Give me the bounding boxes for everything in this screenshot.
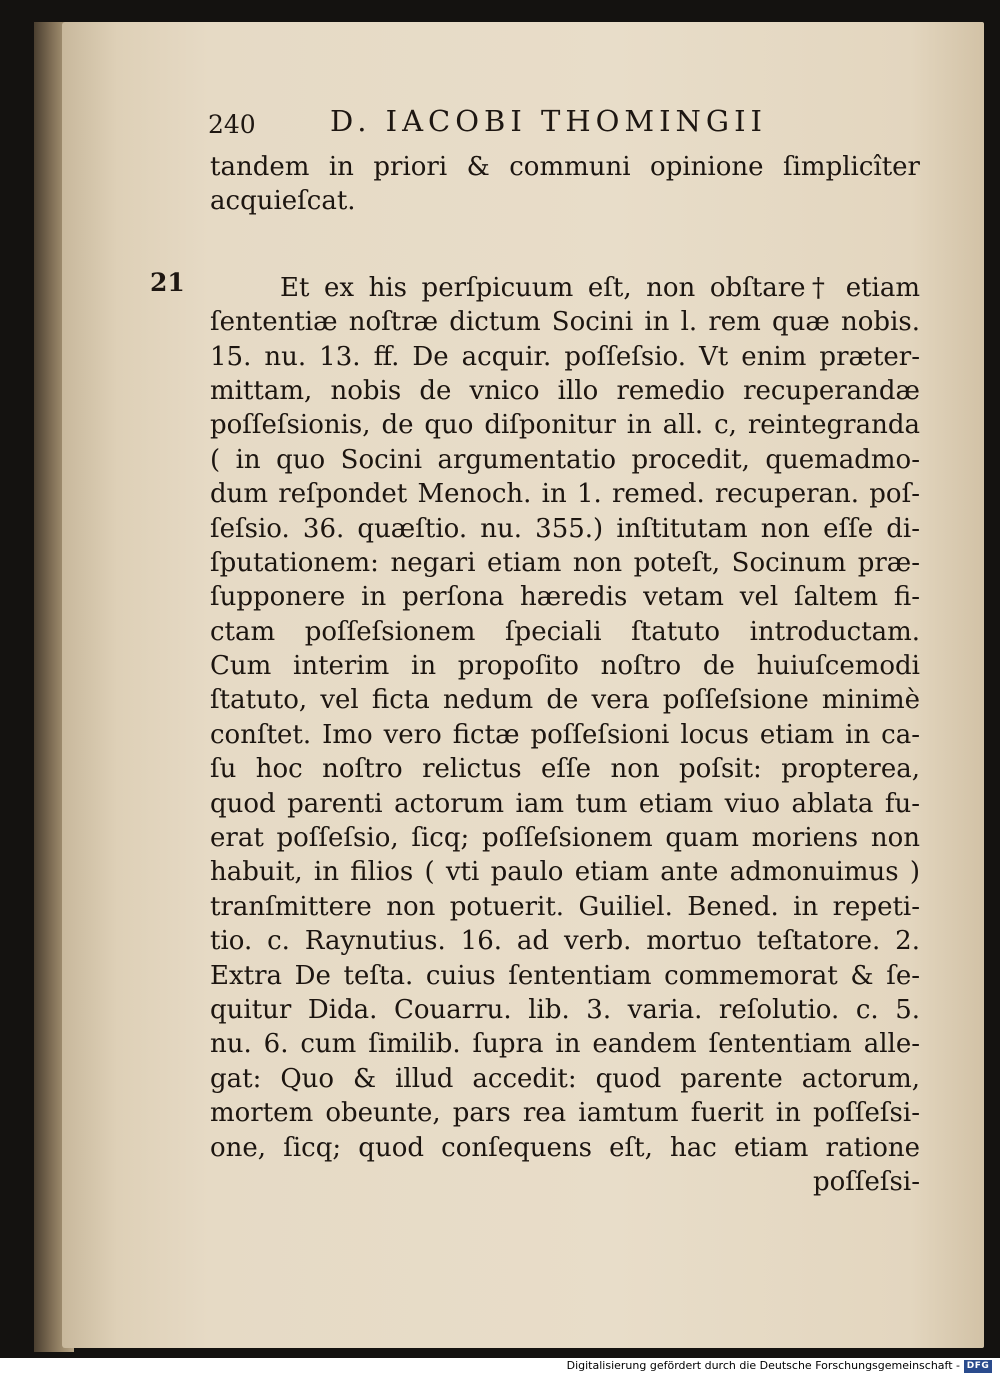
page-number: 240 <box>208 110 256 139</box>
text-line: Et ex his perſpicuum eſt, non obſtare† etiam <box>280 272 920 303</box>
text-line: mortem obeunte, pars rea iamtum fuerit in poſſeſsi- <box>210 1098 920 1129</box>
text-line: ( in quo Socini argumentatio procedit, quemadmo- <box>210 444 920 475</box>
text-line: quitur Dida. Couarru. lib. 3. varia. reſolutio. c. 5. <box>210 994 920 1025</box>
text-line: dum reſpondet Menoch. in 1. remed. recuperan. poſ- <box>210 479 920 510</box>
footer-bar <box>0 1358 1000 1376</box>
catchword: poſſeſsi- <box>813 1166 920 1197</box>
paragraph-continuation <box>210 150 920 219</box>
text-line: habuit, in filios ( vti paulo etiam ante admonuimus ) <box>210 857 920 888</box>
text-line: ſtatuto, vel ficta nedum de vera poſſeſsione minimè <box>210 685 920 716</box>
text-line: ſententiæ noſtræ dictum Socini in l. rem quæ nobis. <box>210 307 920 338</box>
text-line: nu. 6. cum ſimilib. ſupra in eandem ſententiam alle- <box>210 1029 920 1060</box>
text-line: ſupponere in perſona hæredis vetam vel ſaltem fi- <box>210 582 920 613</box>
paragraph-gap <box>210 219 920 271</box>
text-line: tandem in priori & communi opinione ſimplicîter <box>210 152 920 182</box>
paragraph-main <box>210 271 920 1165</box>
text-line: 15. nu. 13. ff. De acquir. poſſeſsio. Vt enim præter- <box>210 341 920 372</box>
text-line: acquieſcat. <box>210 186 356 217</box>
text-line: conſtet. Imo vero fictæ poſſeſsioni locus etiam in ca- <box>210 719 920 750</box>
body-text <box>210 150 920 1199</box>
text-line: ctam poſſeſsionem ſpeciali ſtatuto introductam. <box>210 616 920 647</box>
text-line: tranſmittere non potuerit. Guiliel. Bened. in repeti- <box>210 891 920 922</box>
text-line: Extra De teſta. cuius ſententiam commemorat & ſe- <box>210 960 920 991</box>
text-line: mittam, nobis de vnico illo remedio recuperandæ <box>210 375 920 406</box>
text-line: tio. c. Raynutius. 16. ad verb. mortuo teſtatore. 2. <box>210 926 920 957</box>
text-line: ſeſsio. 36. quæſtio. nu. 355.) inſtitutam non eſſe di- <box>210 513 920 544</box>
page-header <box>208 104 908 144</box>
text-line: erat poſſeſsio, ſicq; poſſeſsionem quam moriens non <box>210 823 920 854</box>
text-line: one, ſicq; quod conſequens eſt, hac etiam ratione <box>210 1132 920 1163</box>
text-line: ſputationem: negari etiam non poteſt, Socinum præ- <box>210 547 920 578</box>
text-line: Cum interim in propoſito noſtro de huiuſcemodi <box>210 651 920 682</box>
marginal-section-number: 21 <box>150 268 185 297</box>
text-line: quod parenti actorum iam tum etiam viuo ablata fu- <box>210 788 920 819</box>
dfg-logo-icon: DFG <box>964 1360 992 1373</box>
funding-credit: Digitalisierung gefördert durch die Deutsche Forschungsgemeinschaft - <box>566 1359 960 1372</box>
running-head: D. IACOBI THOMINGII <box>330 104 768 138</box>
text-line: gat: Quo & illud accedit: quod parente actorum, <box>210 1063 920 1094</box>
text-line: poſſeſsionis, de quo diſponitur in all. c, reintegranda <box>210 410 920 441</box>
text-line: ſu hoc noſtro relictus eſſe non poſsit: propterea, <box>210 754 920 785</box>
